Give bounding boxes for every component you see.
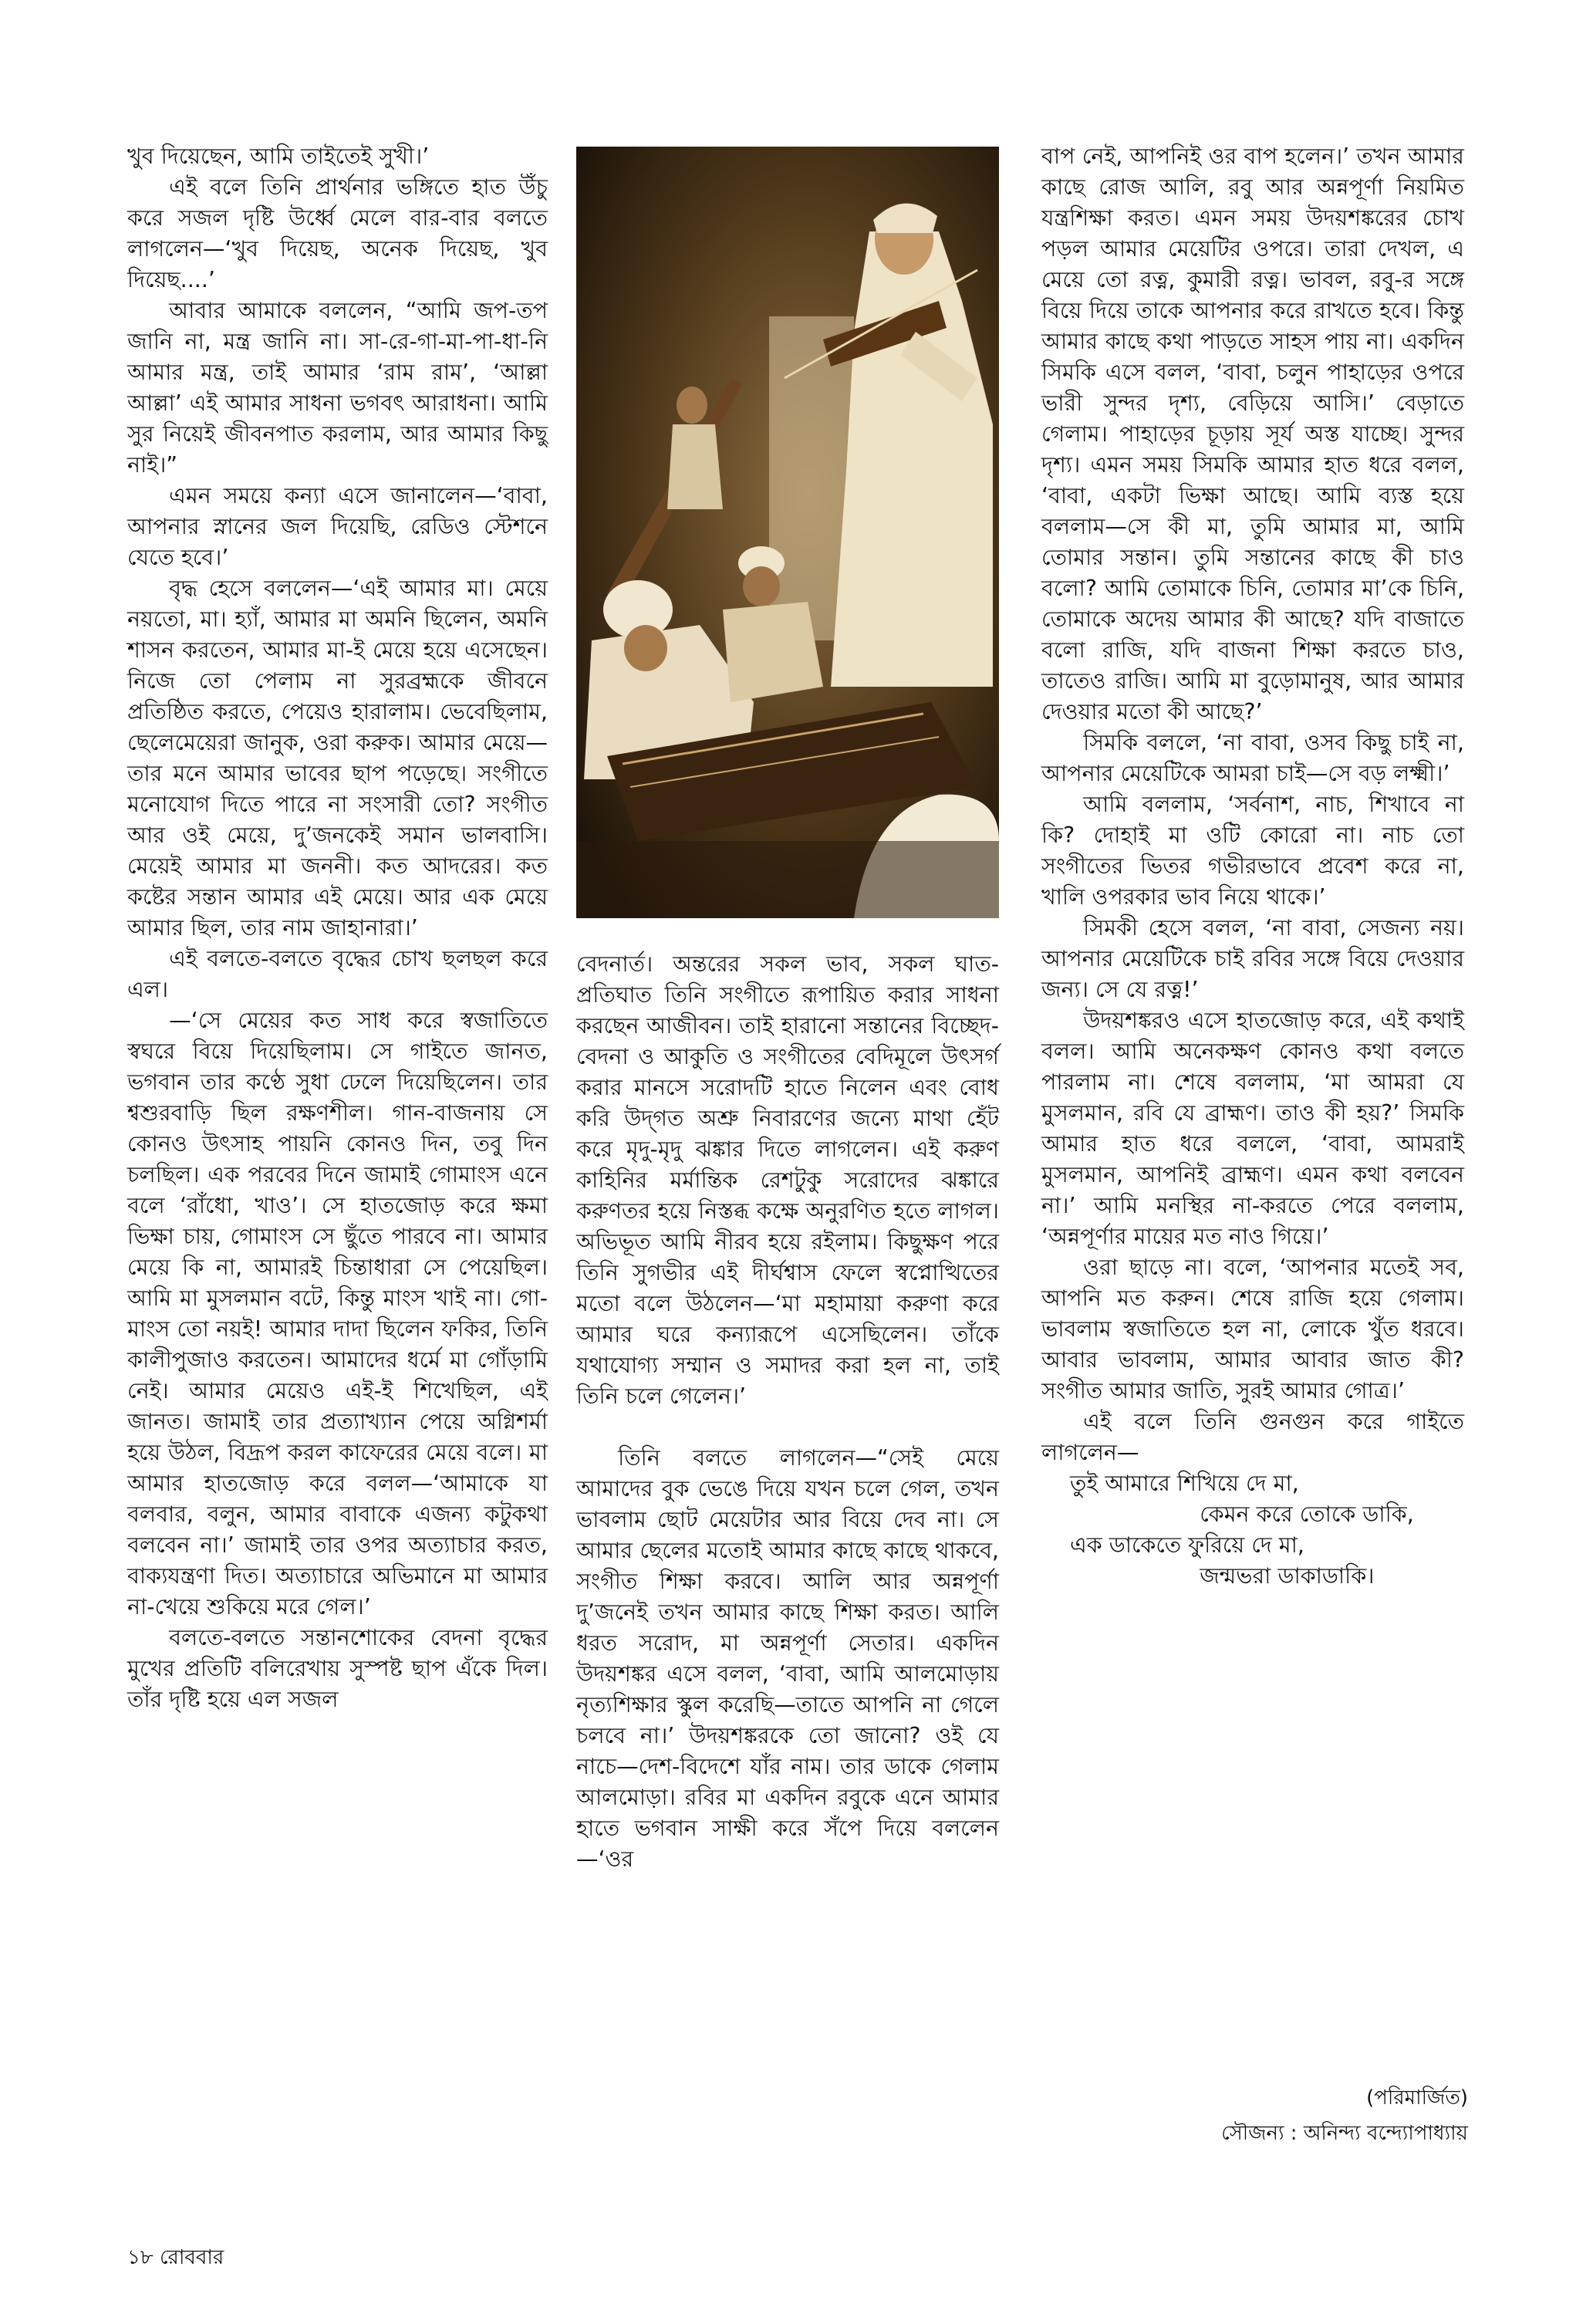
paragraph: উদয়শঙ্করও এসে হাতজোড় করে, এই কথাই বলল। আমি অনেকক্ষণ কোনও কথা বলতে পারলাম না। শেষে বললাম, ‘মা আমরা যে মুসলমান, রবি যে ব্রাহ্মণ। তাও কী হয়?’ সিমকি আমার হাত ধরে বললে, ‘বাবা, আমরাই মুসলমান, আপনিই ব্রাহ্মণ। এমন কথা বলবেন না।’ আমি মনস্থির না-করতে পেরে বললাম, ‘অন্নপূর্ণার মায়ের মত নাও গিয়ে।’	[1041, 1008, 1464, 1249]
article-column-2	[576, 949, 999, 1875]
credit-line: সৌজন্য : অনিন্দ্য বন্দ্যোপাধ্যায়	[1221, 2122, 1468, 2145]
verse-line: তুই আমারে শিখিয়ে দে মা,	[1070, 1471, 1299, 1496]
paragraph: সিমকি বললে, ‘না বাবা, ওসব কিছু চাই না, আপনার মেয়েটিকে আমরা চাই—সে বড় লক্ষ্মী।’	[1041, 730, 1464, 786]
paragraph: তিনি বলতে লাগলেন—“সেই মেয়ে আমাদের বুক ভেঙে দিয়ে যখন চলে গেল, তখন ভাবলাম ছোট মেয়েটার আর বিয়ে দেব না। সে আমার ছেলের মতোই আমার কাছে কাছে থাকবে, সংগীত শিক্ষা করবে। আলি আর অন্নপূর্ণা দু’জনেই তখন আমার কাছে শিক্ষা করত। আলি ধরত সরোদ, মা অন্নপূর্ণা সেতার। একদিন উদয়শঙ্কর এসে বলল, ‘বাবা, আমি আলমোড়ায় নৃত্যশিক্ষার স্কুল করেছি—তাতে আপনি না গেলে চলবে না।’ উদয়শঙ্করকে তো জানো? ওই যে নাচে—দেশ-বিদেশে যাঁর নাম। তার ডাকে গেলাম আলমোড়া। রবির মা একদিন রবুকে এনে আমার হাতে ভগবান সাক্ষী করে সঁপে দিয়ে বললেন—‘ওর	[576, 1445, 999, 1872]
paragraph: —‘সে মেয়ের কত সাধ করে স্বজাতিতে স্বঘরে বিয়ে দিয়েছিলাম। সে গাইতে জানত, ভগবান তার কণ্ঠে সুধা ঢেলে দিয়েছিলেন। তার শ্বশুরবাড়ি ছিল রক্ষণশীল। গান-বাজনায় সে কোনও উৎসাহ পায়নি কোনও দিন, তবু দিন চলছিল। এক পরবের দিনে জামাই গোমাংস এনে বলে ‘রাঁধো, খাও’। সে হাতজোড় করে ক্ষমা ভিক্ষা চায়, গোমাংস সে ছুঁতে পারবে না। আমার মেয়ে কি না, আমারই চিন্তাধারা সে পেয়েছিল। আমি মা মুসলমান বটে, কিন্তু মাংস খাই না। গো-মাংস তো নয়ই! আমার দাদা ছিলেন ফকির, তিনি কালীপুজাও করতেন। আমাদের ধর্মে মা গোঁড়ামি নেই। আমার মেয়েও এই-ই শিখেছিল, এই জানত। জামাই তার প্রত্যাখ্যান পেয়ে অগ্নিশর্মা হয়ে উঠল, বিদ্রূপ করল কাফেরের মেয়ে বলে। মা আমার হাতজোড় করে বলল—‘আমাকে যা বলবার, বলুন, আমার বাবাকে এজন্য কটুকথা বলবেন না।’ জামাই তার ওপর অত্যাচার করত, বাক্যযন্ত্রণা দিত। অত্যাচারে অভিমানে মা আমার না-খেয়ে শুকিয়ে মরে গেল।’	[127, 1008, 548, 1620]
paragraph: বাপ নেই, আপনিই ওর বাপ হলেন।’ তখন আমার কাছে রোজ আলি, রবু আর অন্নপূর্ণা নিয়মিত যন্ত্রশিক্ষা করত। এমন সময় উদয়শঙ্করের চোখ পড়ল আমার মেয়েটির ওপরে। তারা দেখল, এ মেয়ে তো রত্ন, কুমারী রত্ন। ভাবল, রবু-র সঙ্গে বিয়ে দিয়ে তাকে আপনার করে রাখতে হবে। কিন্তু আমার কাছে কথা পাড়তে সাহস পায় না। একদিন সিমকি এসে বলল, ‘বাবা, চলুন পাহাড়ের ওপরে ভারী সুন্দর দৃশ্য, বেড়িয়ে আসি।’ বেড়াতে গেলাম। পাহাড়ের চূড়ায় সূর্য অস্ত যাচ্ছে। সুন্দর দৃশ্য। এমন সময় সিমকি আমার হাত ধরে বলল, ‘বাবা, একটা ভিক্ষা আছে। আমি ব্যস্ত হয়ে বললাম—সে কী মা, তুমি আমার মা, আমি তোমার সন্তান। তুমি সন্তানের কাছে কী চাও বলো? আমি তোমাকে চিনি, তোমার মা’কে চিনি, তোমাকে অদেয় আমার কী আছে? যদি বাজাতে বলো রাজি, যদি বাজনা শিক্ষা করতে চাও, তাতেও রাজি। আমি মা বুড়োমানুষ, আর আমার দেওয়ার মতো কী আছে?’	[1041, 144, 1464, 725]
paragraph: বৃদ্ধ হেসে বললেন—‘এই আমার মা। মেয়ে নয়তো, মা। হ্যাঁ, আমার মা অমনি ছিলেন, অমনি শাসন করতেন, আমার মা-ই মেয়ে হয়ে এসেছেন। নিজে তো পেলাম না সুরব্রহ্মকে জীবনে প্রতিষ্ঠিত করতে, পেয়েও হারালাম। ভেবেছিলাম, ছেলেমেয়েরা জানুক, ওরা করুক। আমার মেয়ে—তার মনে আমার ভাবের ছাপ পড়েছে। সংগীতে মনোযোগ দিতে পারে না সংসারী তো? সংগীত আর ওই মেয়ে, দু’জনকেই সমান ভালবাসি। মেয়েই আমার মা জননী। কত আদরের। কত কষ্টের সন্তান আমার এই মেয়ে। আর এক মেয়ে আমার ছিল, তার নাম জাহানারা।’	[127, 576, 548, 941]
photo-illustration	[576, 147, 999, 918]
paragraph: বেদনার্ত। অন্তরের সকল ভাব, সকল ঘাত-প্রতিঘাত তিনি সংগীতে রূপায়িত করার সাধনা করছেন আজীবন। তাই হারানো সন্তানের বিচ্ছেদ-বেদনা ও আকুতি ও সংগীতের বেদিমূলে উৎসর্গ করার মানসে সরোদটি হাতে নিলেন এবং বোধ করি উদ্‌গত অশ্রু নিবারণের জন্যে মাথা হেঁট করে মৃদু-মৃদু ঝঙ্কার দিতে লাগলেন। এই করুণ কাহিনির মর্মান্তিক রেশটুকু সরোদের ঝঙ্কারে করুণতর হয়ে নিস্তব্ধ কক্ষে অনুরণিত হতে লাগল। অভিভূত আমি নীরব হয়ে রইলাম। কিছুক্ষণ পরে তিনি সুগভীর এই দীর্ঘশ্বাস ফেলে স্বপ্নোত্থিতের মতো বলে উঠলেন—‘মা মহামায়া করুণা করে আমার ঘরে কন্যারূপে এসেছিলেন। তাঁকে যথাযোগ্য সম্মান ও সমাদর করা হল না, তাই তিনি চলে গেলেন।’	[576, 951, 999, 1409]
paragraph: এমন সময়ে কন্যা এসে জানালেন—‘বাবা, আপনার স্নানের জল দিয়েছি, রেডিও স্টেশনে যেতে হবে।’	[127, 483, 548, 570]
article-column-3	[1041, 141, 1464, 1592]
paragraph: ওরা ছাড়ে না। বলে, ‘আপনার মতেই সব, আপনি মত করুন। শেষে রাজি হয়ে গেলাম। ভাবলাম স্বজাতিতে হল না, লোকে খুঁত ধরবে। আবার ভাবলাম, আমার আবার জাত কী? সংগীত আমার জাতি, সুরই আমার গোত্র।’	[1041, 1255, 1464, 1404]
song-verse	[1041, 1468, 1464, 1592]
paragraph: আবার আমাকে বললেন, “আমি জপ-তপ জানি না, মন্ত্র জানি না। সা-রে-গা-মা-পা-ধা-নি আমার মন্ত্র, তাই আমার ‘রাম রাম’, ‘আল্লা আল্লা’ এই আমার সাধনা ভগবৎ আরাধনা। আমি সুর নিয়েই জীবনপাত করলাম, আর আমার কিছু নাই।”	[127, 298, 548, 478]
paragraph: বলতে-বলতে সন্তানশোকের বেদনা বৃদ্ধের মুখের প্রতিটি বলিরেখায় সুস্পষ্ট ছাপ এঁকে দিল। তাঁর দৃষ্টি হয়ে এল সজল	[127, 1625, 548, 1712]
article-column-1	[127, 141, 548, 1715]
verse-line: জন্মভরা ডাকাডাকি।	[1200, 1563, 1375, 1589]
page-folio: ১৮ রোববার	[127, 2246, 224, 2269]
paragraph: খুব দিয়েছেন, আমি তাইতেই সুখী।’	[127, 144, 430, 169]
musicians-photo	[576, 147, 999, 918]
verse-line: এক ডাকেতে ফুরিয়ে দে মা,	[1070, 1532, 1304, 1558]
paragraph: এই বলে তিনি গুনগুন করে গাইতে লাগলেন—	[1041, 1409, 1464, 1465]
paragraph: এই বলে তিনি প্রার্থনার ভঙ্গিতে হাত উঁচু করে সজল দৃষ্টি উর্ধ্বে মেলে বার-বার বলতে লাগলেন—‘খুব দিয়েছ, অনেক দিয়েছ, খুব দিয়েছ....’	[127, 174, 548, 292]
paragraph: আমি বললাম, ‘সর্বনাশ, নাচ, শিখাবে না কি? দোহাই মা ওটি কোরো না। নাচ তো সংগীতের ভিতর গভীরভাবে প্রবেশ করে না, খালি ওপরকার ভাব নিয়ে থাকে।’	[1041, 792, 1464, 910]
paragraph: সিমকী হেসে বলল, ‘না বাবা, সেজন্য নয়। আপনার মেয়েটিকে চাই রবির সঙ্গে বিয়ে দেওয়ার জন্য। সে যে রত্ন!’	[1041, 915, 1464, 1002]
revised-note: (পরিমার্জিত)	[1366, 2086, 1468, 2110]
verse-line: কেমন করে তোকে ডাকি,	[1200, 1501, 1414, 1527]
paragraph: এই বলতে-বলতে বৃদ্ধের চোখ ছলছল করে এল।	[127, 946, 548, 1002]
